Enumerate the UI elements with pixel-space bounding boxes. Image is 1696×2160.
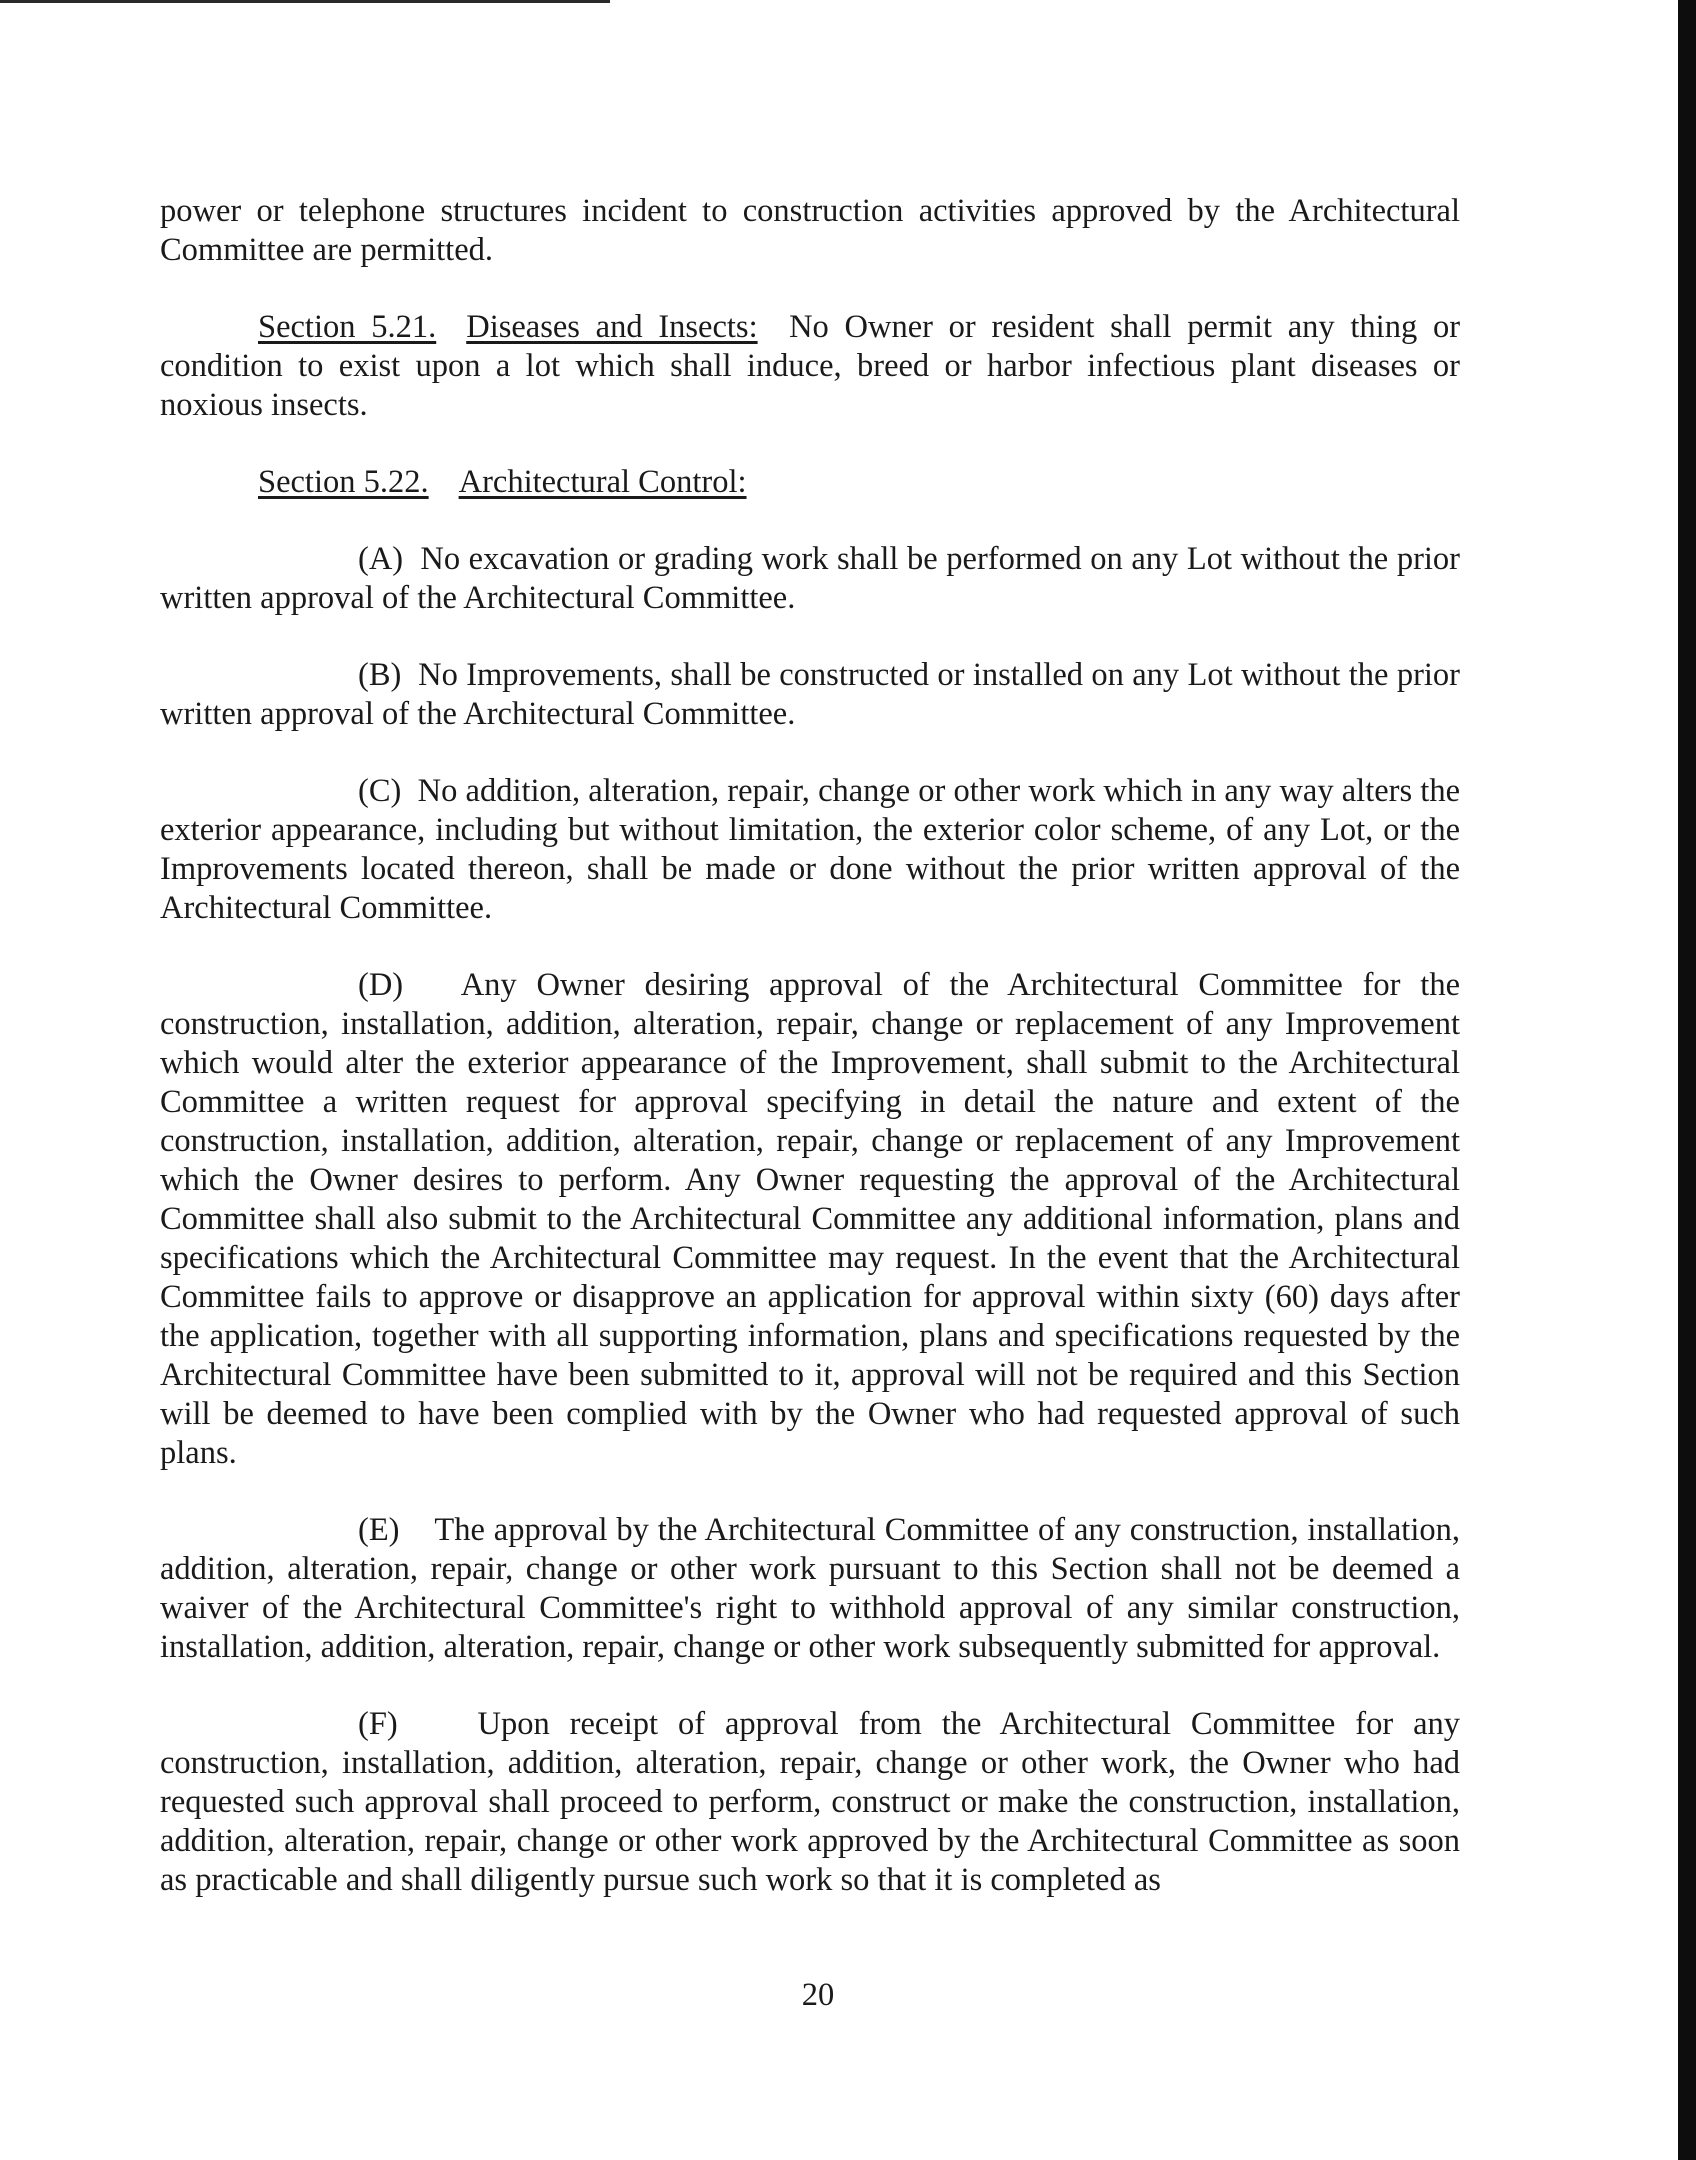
item-label: (F) [358, 1706, 398, 1742]
paragraph-continuation [160, 192, 1460, 270]
section-title: Architectural Control: [458, 464, 747, 500]
page-number: 20 [801, 1977, 835, 2013]
item-e [160, 1511, 1460, 1667]
item-text: The approval by the Architectural Committee of any construction, installation, addition, alteration, repair, change or other work pursuant to this Section shall not be deemed a waiver of the Architectural Committee's right to withhold approval of any similar construction, installation, addition, alteration, repair, change or other work subsequently submitted for approval. [160, 1512, 1460, 1665]
item-label: (B) [358, 657, 402, 693]
item-f [160, 1705, 1460, 1900]
section-5-21 [160, 308, 1460, 425]
section-heading: Section 5.22. [258, 464, 429, 500]
section-body: No Owner or resident shall permit any thing or condition to exist upon a lot which shall induce, breed or harbor infectious plant diseases or noxious insects. [160, 309, 1461, 423]
item-c [160, 772, 1460, 928]
item-text: Any Owner desiring approval of the Architectural Committee for the construction, installation, addition, alteration, repair, change or replacement of any Improvement which would alter the exterior appearance of the Improvement, shall submit to the Architectural Committee a written request for approval specifying in detail the nature and extent of the construction, installation, addition, alteration, repair, change or replacement of any Improvement which the Owner desires to perform. Any Owner requesting the approval of the Architectural Committee shall also submit to the Architectural Committee any additional information, plans and specifications which the Architectural Committee may request. In the event that the Architectural Committee fails to approve or disapprove an application for approval within sixty (60) days after the application, together with all supporting information, plans and specifications requested by the Architectural Committee have been submitted to it, approval will not be required and this Section will be deemed to have been complied with by the Owner who had requested approval of such plans. [160, 967, 1460, 1471]
item-d [160, 966, 1460, 1473]
item-a [160, 540, 1460, 618]
item-label: (C) [358, 773, 402, 809]
scan-right-edge [1678, 0, 1696, 2160]
item-text: No excavation or grading work shall be performed on any Lot without the prior written approval of the Architectural Committee. [160, 541, 1460, 616]
document-page [160, 192, 1460, 1938]
item-label: (A) [358, 541, 404, 577]
item-b [160, 656, 1460, 734]
section-heading: Section 5.21. [258, 309, 437, 345]
item-label: (E) [358, 1512, 400, 1548]
item-label: (D) [358, 967, 404, 1003]
section-title: Diseases and Insects: [466, 309, 758, 345]
paragraph-text: power or telephone structures incident to construction activities approved by the Architectural Committee are permitted. [160, 193, 1460, 268]
scan-top-rule [0, 0, 610, 3]
item-text: No Improvements, shall be constructed or installed on any Lot without the prior written approval of the Architectural Committee. [160, 657, 1461, 732]
item-text: Upon receipt of approval from the Architectural Committee for any construction, installation, addition, alteration, repair, change or other work, the Owner who had requested such approval shall proceed to perform, construct or make the construction, installation, addition, alteration, repair, change or other work approved by the Architectural Committee as soon as practicable and shall diligently pursue such work so that it is completed as [160, 1706, 1461, 1898]
item-text: No addition, alteration, repair, change or other work which in any way alters the exterior appearance, including but without limitation, the exterior color scheme, of any Lot, or the Improvements located thereon, shall be made or done without the prior written approval of the Architectural Committee. [160, 773, 1460, 926]
section-5-22 [160, 463, 1460, 502]
